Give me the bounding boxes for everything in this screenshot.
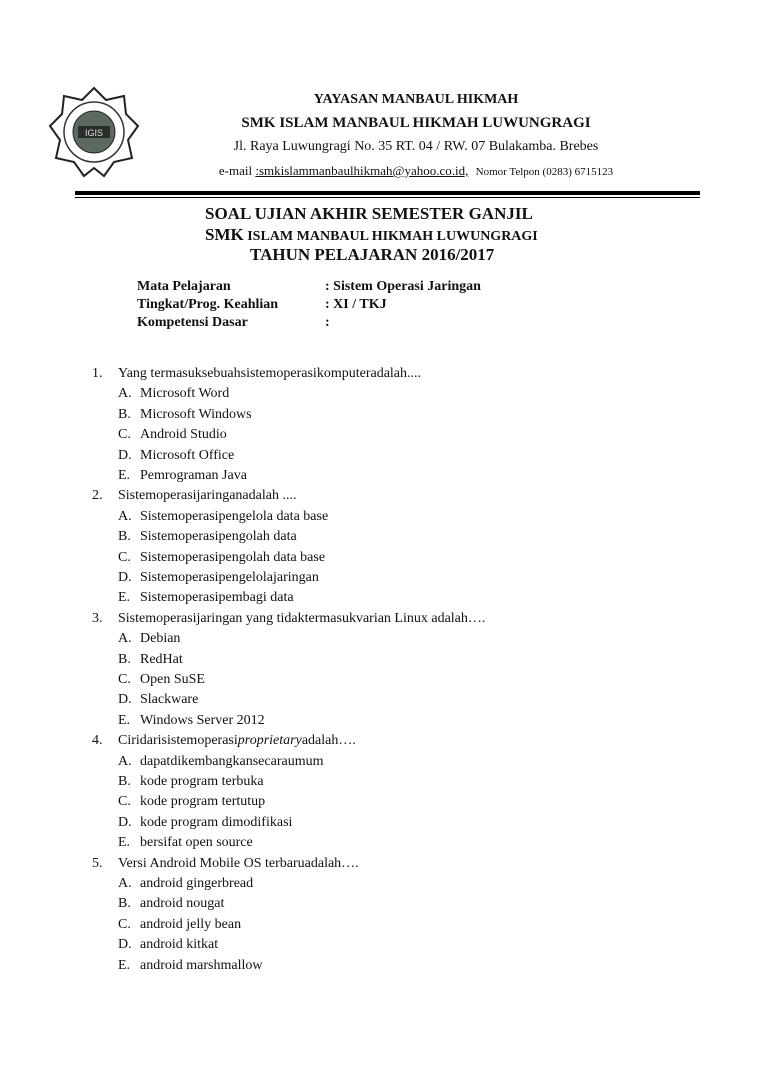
option-letter: B. <box>118 896 131 912</box>
answer-option <box>118 386 229 402</box>
option-letter: C. <box>118 794 131 810</box>
answer-option <box>118 896 224 912</box>
option-letter: E. <box>118 468 131 483</box>
question-4 <box>92 733 356 749</box>
question-text: Sistemoperasijaringan yang tidaktermasukvarian Linux adalah…. <box>118 610 486 626</box>
option-text: Microsoft Word <box>140 386 230 402</box>
option-letter: D. <box>118 692 132 708</box>
answer-option <box>118 652 183 668</box>
option-letter: D. <box>118 570 132 585</box>
contact-line <box>32 163 768 179</box>
answer-option <box>118 692 198 708</box>
option-text: bersifat open source <box>140 835 253 851</box>
question-text: Yang termasuksebuahsistemoperasikomputeradalah.... <box>118 366 422 381</box>
answer-option <box>118 672 205 688</box>
option-letter: C. <box>118 916 131 932</box>
answer-option <box>118 590 294 606</box>
option-text: Slackware <box>140 692 199 708</box>
option-text: kode program terbuka <box>140 774 264 789</box>
option-text: Debian <box>140 631 181 647</box>
phone: Nomor Telpon (0283) 6715123 <box>475 166 614 178</box>
option-text: kode program tertutup <box>140 794 266 810</box>
smk-label: SMK <box>205 225 244 244</box>
option-text: dapatdikembangkansecaraumum <box>140 753 324 769</box>
question-text: Ciridarisistemoperasi <box>118 733 238 749</box>
option-text: Sistemoperasipengelola data base <box>140 508 329 524</box>
answer-option <box>118 937 218 953</box>
option-letter: A. <box>118 753 132 769</box>
header-divider <box>75 191 700 195</box>
option-letter: E. <box>118 835 131 851</box>
answer-option <box>118 876 253 892</box>
answer-option <box>118 631 180 647</box>
answer-option <box>118 550 325 566</box>
option-letter: E. <box>118 957 131 973</box>
option-letter: A. <box>118 631 132 647</box>
option-text: android kitkat <box>140 937 219 953</box>
option-text: kode program dimodifikasi <box>140 814 293 830</box>
question-number: 2. <box>92 488 103 504</box>
school-address: Jl. Raya Luwungragi No. 35 RT. 04 / RW. 07 Bulakamba. Brebes <box>233 139 599 154</box>
option-text: android marshmallow <box>140 957 263 973</box>
answer-option <box>118 509 328 525</box>
question-text-end: adalah…. <box>301 733 356 749</box>
email-link[interactable]: :smkislammanbaulhikmah@yahoo.co.id, <box>255 163 469 178</box>
option-text: RedHat <box>140 651 183 667</box>
answer-option <box>118 754 323 770</box>
option-letter: B. <box>118 529 131 545</box>
school-name: SMK ISLAM MANBAUL HIKMAH LUWUNGRAGI <box>241 115 591 131</box>
exam-school <box>205 225 538 245</box>
academic-year: TAHUN PELAJARAN 2016/2017 <box>250 245 495 264</box>
option-text: Sistemoperasipengolah data base <box>140 549 326 565</box>
option-text: android gingerbread <box>140 876 254 891</box>
question-text: Sistemoperasijaringanadalah .... <box>118 488 297 504</box>
question-text-emphasis: proprietary <box>237 733 302 749</box>
foundation-name: YAYASAN MANBAUL HIKMAH <box>313 92 519 107</box>
info-label-subject: Mata Pelajaran <box>137 279 231 294</box>
answer-option <box>118 774 264 790</box>
question-number: 5. <box>92 855 103 871</box>
option-text: Sistemoperasipengelolajaringan <box>140 570 319 585</box>
option-letter: B. <box>118 651 131 667</box>
option-letter: B. <box>118 774 131 789</box>
option-letter: E. <box>118 590 131 606</box>
school-label: ISLAM MANBAUL HIKMAH LUWUNGRAGI <box>243 229 538 244</box>
info-value-subject: : Sistem Operasi Jaringan <box>325 279 481 294</box>
question-text: Versi Android Mobile OS terbaruadalah…. <box>118 855 359 871</box>
info-value-competency: : <box>325 315 330 330</box>
header-divider-thin <box>75 197 700 198</box>
answer-option <box>118 407 252 423</box>
question-2 <box>92 488 296 504</box>
option-text: Sistemoperasipembagi data <box>140 590 294 606</box>
question-number: 4. <box>92 733 103 749</box>
answer-option <box>118 570 319 586</box>
option-letter: C. <box>118 549 131 565</box>
answer-option <box>118 917 241 933</box>
option-text: Windows Server 2012 <box>140 712 265 728</box>
answer-option <box>118 958 262 974</box>
option-letter: E. <box>118 712 131 728</box>
answer-option <box>118 713 265 729</box>
option-letter: D. <box>118 814 132 830</box>
answer-option <box>118 529 297 545</box>
option-text: Sistemoperasipengolah data <box>140 529 297 545</box>
answer-option <box>118 448 234 464</box>
option-text: android jelly bean <box>140 916 242 932</box>
option-letter: A. <box>118 876 132 891</box>
option-letter: A. <box>118 386 132 402</box>
option-letter: C. <box>118 672 131 687</box>
option-text: Microsoft Windows <box>140 406 252 422</box>
svg-text:IGIS: IGIS <box>84 128 104 138</box>
question-1 <box>92 366 421 382</box>
question-3 <box>92 611 485 627</box>
exam-title: SOAL UJIAN AKHIR SEMESTER GANJIL <box>205 204 533 223</box>
info-value-grade: : XI / TKJ <box>325 297 387 312</box>
info-label-competency: Kompetensi Dasar <box>137 315 248 330</box>
answer-option <box>118 468 247 484</box>
answer-option <box>118 794 265 810</box>
question-number: 3. <box>92 610 103 626</box>
option-text: Pemrograman Java <box>140 468 247 483</box>
option-text: Microsoft Office <box>140 447 235 463</box>
question-5 <box>92 856 359 872</box>
answer-option <box>118 427 227 443</box>
option-letter: A. <box>118 508 132 524</box>
question-number: 1. <box>92 366 103 381</box>
answer-option <box>118 835 253 851</box>
option-text: Android Studio <box>140 427 227 443</box>
info-label-grade: Tingkat/Prog. Keahlian <box>137 297 279 312</box>
option-text: android nougat <box>140 896 225 912</box>
option-letter: B. <box>118 406 131 422</box>
option-letter: D. <box>118 937 132 953</box>
answer-option <box>118 815 292 831</box>
option-letter: C. <box>118 427 131 443</box>
option-letter: D. <box>118 447 132 463</box>
email-label: e-mail <box>218 163 256 178</box>
option-text: Open SuSE <box>140 672 205 687</box>
